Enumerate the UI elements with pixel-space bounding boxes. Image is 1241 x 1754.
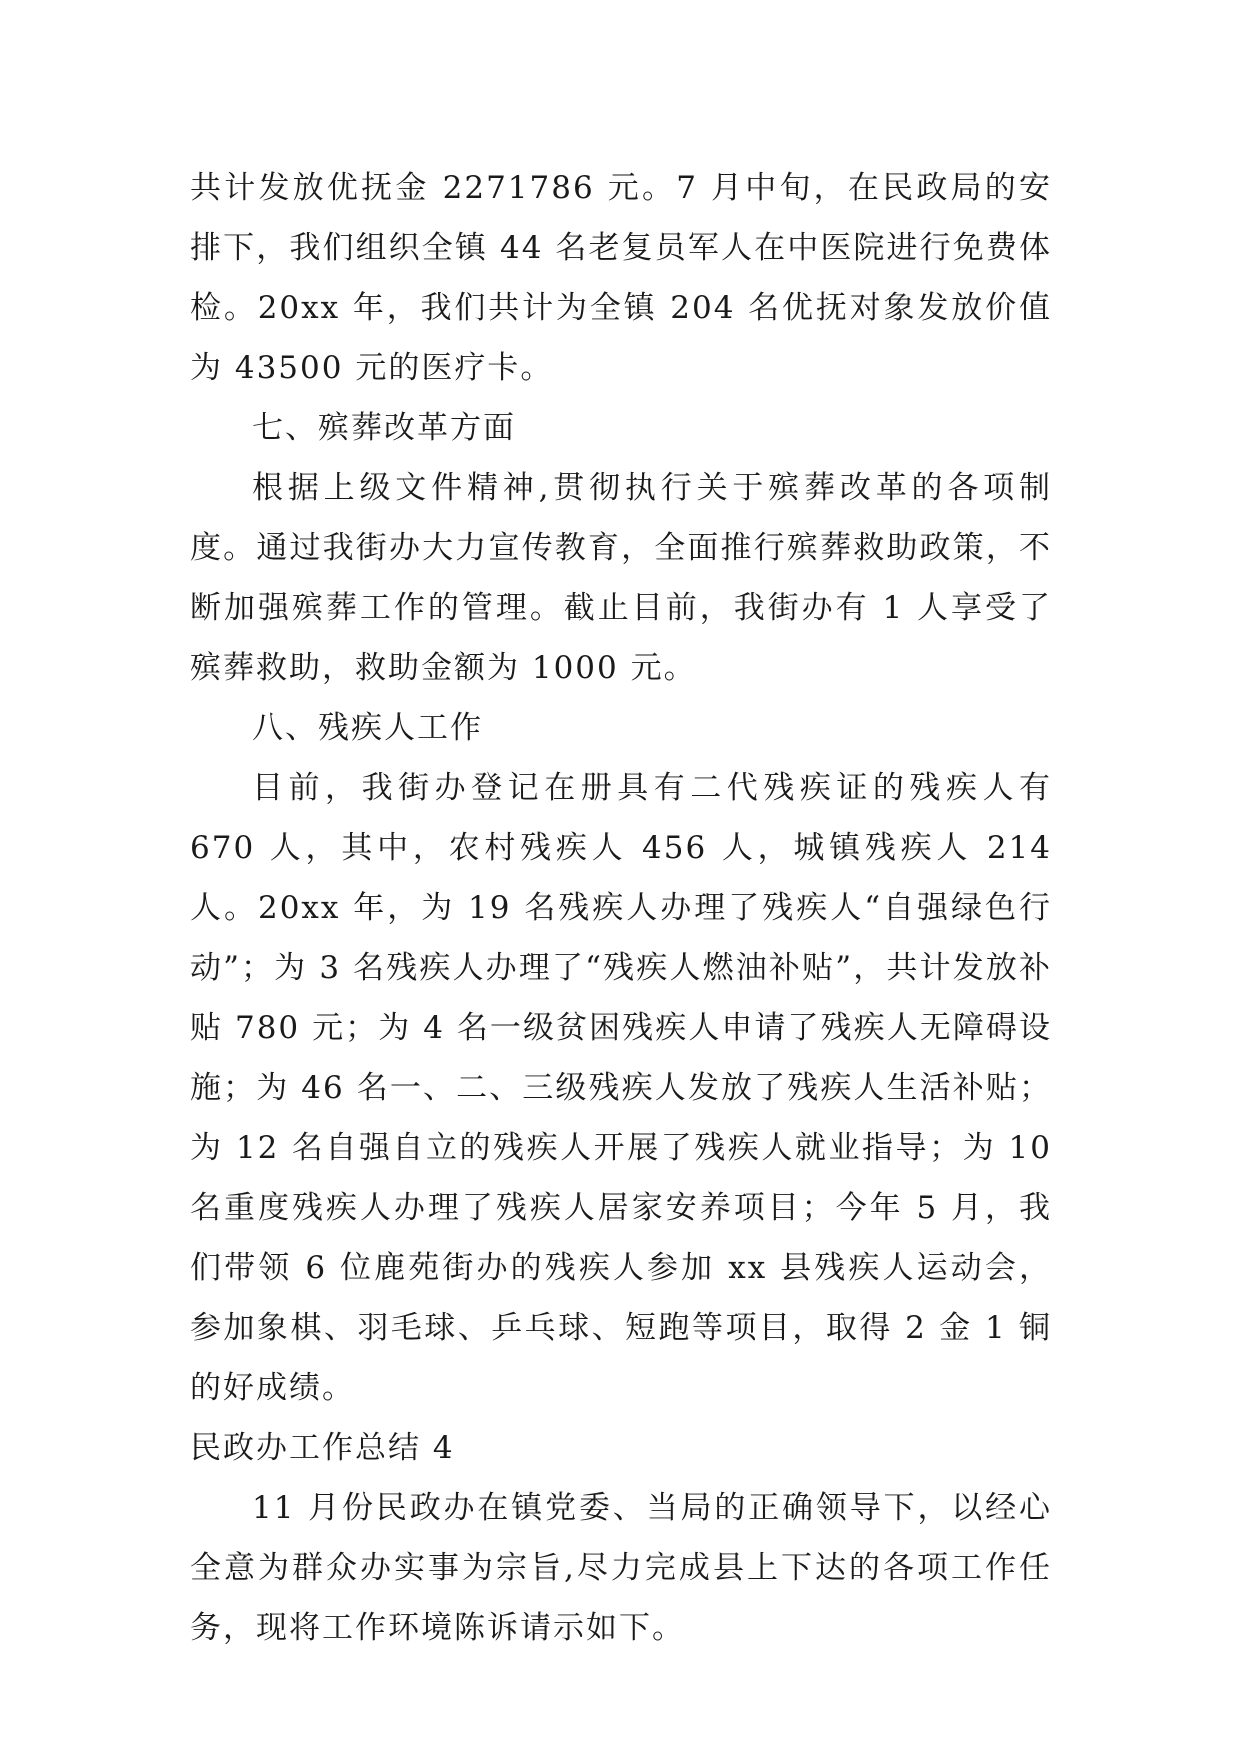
section-heading-funeral-reform: 七、殡葬改革方面: [252, 410, 516, 446]
section-heading-disabled-work: 八、残疾人工作: [252, 710, 483, 746]
summary-title: 民政办工作总结 4: [190, 1430, 455, 1466]
document-body: [190, 158, 1052, 1658]
summary-intro-paragraph: 11 月份民政办在镇党委、当局的正确领导下，以经心全意为群众办实事为宗旨,尽力完成县上下达的各项工作任务，现将工作环境陈诉请示如下。: [190, 1490, 1052, 1646]
disabled-work-paragraph: 目前，我街办登记在册具有二代残疾证的残疾人有 670 人，其中，农村残疾人 456 人，城镇残疾人 214 人。20xx 年，为 19 名残疾人办理了残疾人“自强绿色行动”；为 3 名残疾人办理了“残疾人燃油补贴”，共计发放补贴 780 元；为 4 名一级贫困残疾人申请了残疾人无障碍设施；为 46 名一、二、三级残疾人发放了残疾人生活补贴；为 12 名自强自立的残疾人开展了残疾人就业指导；为 10 名重度残疾人办理了残疾人居家安养项目；今年 5 月，我们带领 6 位鹿苑街办的残疾人参加 xx 县残疾人运动会，参加象棋、羽毛球、乒乓球、短跑等项目，取得 2 金 1 铜的好成绩。: [190, 770, 1052, 1406]
continuation-paragraph: 共计发放优抚金 2271786 元。7 月中旬，在民政局的安排下，我们组织全镇 44 名老复员军人在中医院进行免费体检。20xx 年，我们共计为全镇 204 名优抚对象发放价值为 43500 元的医疗卡。: [190, 170, 1052, 386]
funeral-reform-paragraph: 根据上级文件精神,贯彻执行关于殡葬改革的各项制度。通过我街办大力宣传教育，全面推行殡葬救助政策，不断加强殡葬工作的管理。截止目前，我街办有 1 人享受了殡葬救助，救助金额为 1000 元。: [190, 470, 1052, 686]
